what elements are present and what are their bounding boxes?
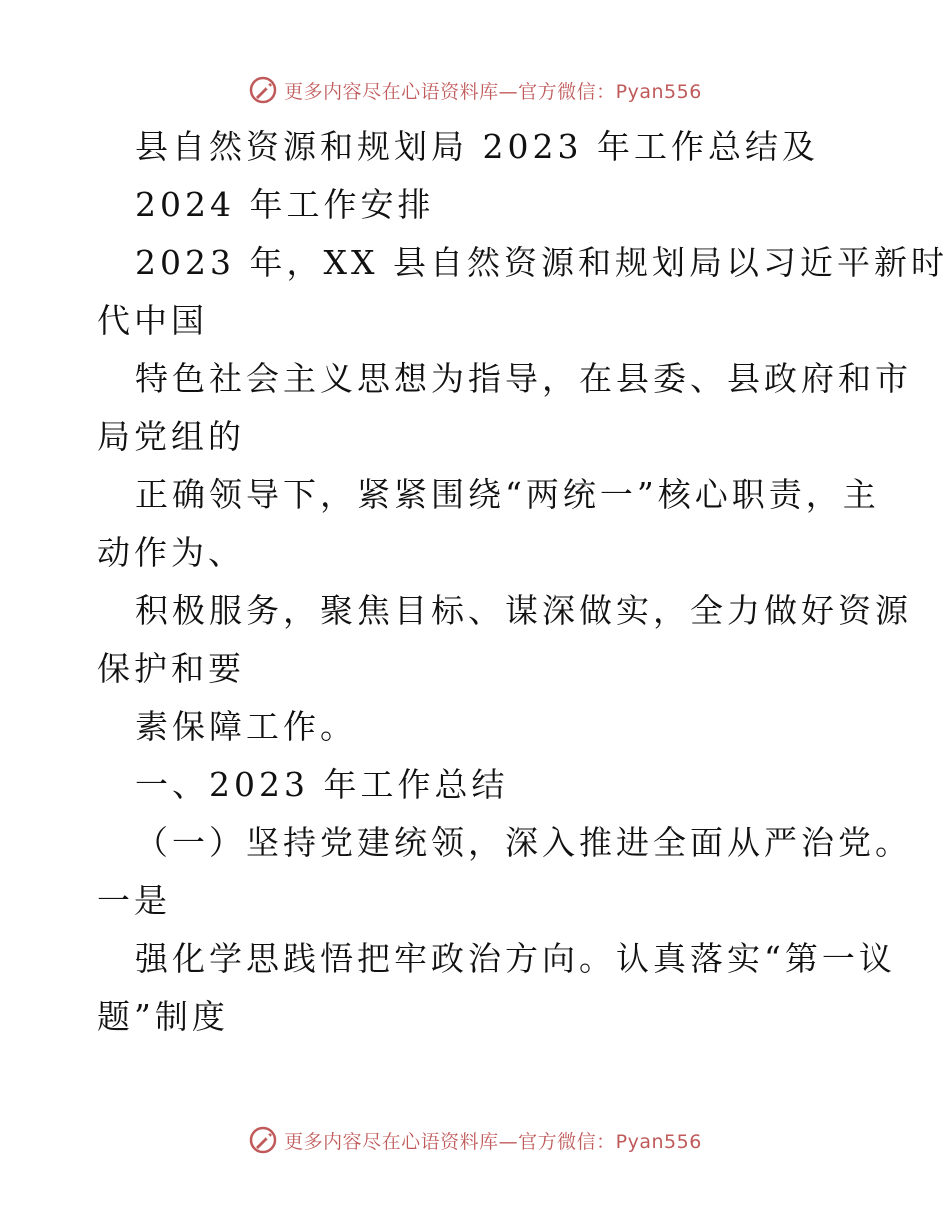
text-line: 动作为、: [97, 533, 245, 572]
footer-watermark: [0, 1120, 950, 1160]
text-line: 正确领导下，紧紧围绕“两统一”核心职责，主: [135, 475, 880, 514]
quill-logo-icon: [248, 1125, 278, 1155]
header-watermark: [0, 70, 950, 110]
text-line: 县自然资源和规划局 2023 年工作总结及: [135, 127, 819, 166]
text-line: 2023 年，XX 县自然资源和规划局以习近平新时: [135, 243, 948, 282]
text-line: 题”制度: [97, 997, 229, 1036]
text-line: 素保障工作。: [135, 707, 357, 746]
text-line: 保护和要: [97, 649, 245, 688]
watermark-text: 更多内容尽在心语资料库—官方微信：Pyan556: [284, 80, 702, 103]
text-line: 代中国: [97, 301, 208, 340]
quill-logo-icon: [248, 75, 278, 105]
text-line: 特色社会主义思想为指导，在县委、县政府和市: [135, 359, 912, 398]
text-line: （一）坚持党建统领，深入推进全面从严治党。: [135, 823, 912, 862]
text-line: 强化学思践悟把牢政治方向。认真落实“第一议: [135, 939, 896, 978]
text-line: 局党组的: [97, 417, 245, 456]
text-line: 2024 年工作安排: [135, 185, 435, 224]
text-line: 一、2023 年工作总结: [135, 765, 509, 804]
text-line: 一是: [97, 881, 171, 920]
watermark-text: 更多内容尽在心语资料库—官方微信：Pyan556: [284, 1130, 702, 1153]
text-line: 积极服务，聚焦目标、谋深做实，全力做好资源: [135, 591, 912, 630]
